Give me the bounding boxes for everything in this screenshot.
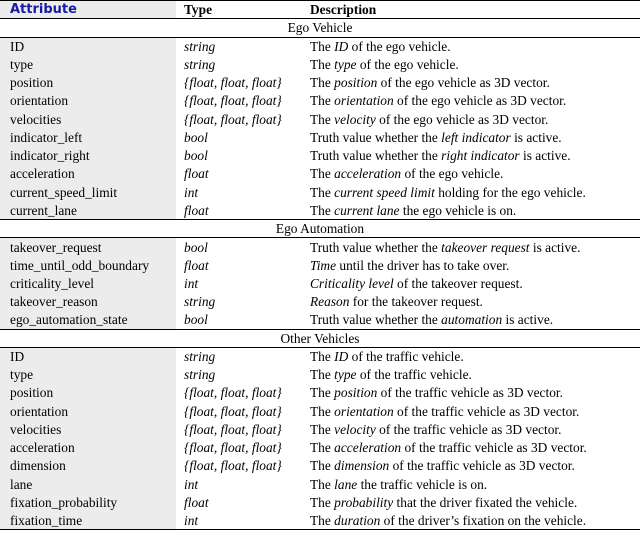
table-row [0, 384, 640, 402]
table-row [0, 55, 640, 73]
attribute-cell: position [0, 74, 176, 92]
section-title: Other Vehicles [0, 329, 640, 347]
description-text: of the ego vehicle as 3D vector. [377, 75, 550, 91]
attribute-cell: ID [0, 37, 176, 55]
description-text: The [310, 184, 335, 200]
type-cell: {float, float, float} [184, 75, 282, 91]
header-description: Description [302, 1, 640, 19]
type-cell: {float, float, float} [184, 111, 282, 127]
attribute-cell: orientation [0, 92, 176, 110]
description-text: of the traffic vehicle. [348, 349, 464, 365]
attribute-cell: position [0, 384, 176, 402]
type-cell: float [184, 166, 209, 182]
type-cell: {float, float, float} [184, 385, 282, 401]
type-cell: int [184, 184, 199, 200]
attribute-cell: fixation_probability [0, 493, 176, 511]
description-text: that the driver fixated the vehicle. [393, 494, 578, 510]
type-cell: int [184, 476, 199, 492]
type-cell: {float, float, float} [184, 440, 282, 456]
description-emphasis: orientation [334, 403, 394, 419]
type-cell: bool [184, 129, 208, 145]
table-row [0, 110, 640, 128]
table-row [0, 439, 640, 457]
description-text: The [310, 349, 335, 365]
description-text: of the ego vehicle as 3D vector. [393, 93, 567, 109]
description-emphasis: ID [334, 38, 349, 54]
description-text: of the ego vehicle. [401, 166, 504, 182]
table-row [0, 256, 640, 274]
table-row [0, 92, 640, 110]
description-text: for the takeover request. [349, 294, 483, 310]
description-text: The [310, 111, 335, 127]
description-cell [302, 475, 640, 493]
attribute-cell: criticality_level [0, 274, 176, 292]
description-emphasis: acceleration [334, 440, 402, 456]
description-cell [302, 74, 640, 92]
description-text: The [310, 494, 335, 510]
description-text: Truth value whether the [310, 312, 442, 328]
table-row [0, 293, 640, 311]
attribute-cell: velocities [0, 420, 176, 438]
type-cell: string [184, 56, 216, 72]
description-text: Truth value whether the [310, 129, 442, 145]
table-row [0, 165, 640, 183]
table-row [0, 366, 640, 384]
table-row [0, 457, 640, 475]
description-text: The [310, 38, 335, 54]
description-cell [302, 110, 640, 128]
attribute-cell: lane [0, 475, 176, 493]
attribute-cell: indicator_left [0, 128, 176, 146]
description-cell [302, 256, 640, 274]
type-cell: {float, float, float} [184, 93, 282, 109]
description-text: of the takeover request. [393, 275, 523, 291]
attribute-cell: type [0, 55, 176, 73]
description-emphasis: Time [310, 257, 337, 273]
type-cell: bool [184, 312, 208, 328]
description-text: of the ego vehicle. [356, 56, 459, 72]
description-text: is active. [502, 312, 554, 328]
type-cell: {float, float, float} [184, 403, 282, 419]
description-emphasis: dimension [334, 458, 390, 474]
description-cell [302, 55, 640, 73]
description-text: of the traffic vehicle as 3D vector. [401, 440, 587, 456]
header-row [0, 1, 640, 19]
type-cell: string [184, 349, 216, 365]
description-cell [302, 274, 640, 292]
description-emphasis: position [334, 385, 378, 401]
table-body [0, 19, 640, 530]
description-cell [302, 183, 640, 201]
attribute-cell: time_until_odd_boundary [0, 256, 176, 274]
description-emphasis: takeover request [441, 239, 530, 255]
description-cell [302, 311, 640, 329]
description-text: of the ego vehicle. [348, 38, 451, 54]
attribute-cell: velocities [0, 110, 176, 128]
type-cell: string [184, 38, 216, 54]
attribute-cell: type [0, 366, 176, 384]
description-text: of the traffic vehicle. [356, 367, 472, 383]
type-cell: {float, float, float} [184, 458, 282, 474]
description-emphasis: lane [334, 476, 358, 492]
description-text: until the driver has to take over. [336, 257, 510, 273]
description-emphasis: ID [334, 349, 349, 365]
type-cell: int [184, 275, 199, 291]
description-text: the traffic vehicle is on. [357, 476, 488, 492]
description-text: Truth value whether the [310, 239, 442, 255]
table-row [0, 238, 640, 256]
attribute-cell: dimension [0, 457, 176, 475]
description-cell [302, 366, 640, 384]
type-cell: bool [184, 148, 208, 164]
description-cell [302, 37, 640, 55]
description-cell [302, 420, 640, 438]
attribute-cell: acceleration [0, 439, 176, 457]
description-cell [302, 439, 640, 457]
description-text: Truth value whether the [310, 148, 442, 164]
attribute-cell: orientation [0, 402, 176, 420]
description-cell [302, 128, 640, 146]
description-emphasis: automation [441, 312, 503, 328]
section-row [0, 329, 640, 347]
description-text: of the traffic vehicle as 3D vector. [393, 403, 580, 419]
description-text: is active. [529, 239, 581, 255]
description-text: holding for the ego vehicle. [434, 184, 586, 200]
description-cell [302, 512, 640, 530]
description-emphasis: duration [334, 512, 381, 528]
description-text: of the traffic vehicle as 3D vector. [375, 421, 562, 437]
description-text: The [310, 440, 335, 456]
table-row [0, 274, 640, 292]
description-text: The [310, 367, 335, 383]
type-cell: {float, float, float} [184, 421, 282, 437]
attribute-cell: ego_automation_state [0, 311, 176, 329]
description-text: The [310, 202, 335, 218]
section-title: Ego Automation [0, 220, 640, 238]
table-row [0, 74, 640, 92]
description-cell [302, 238, 640, 256]
description-text: The [310, 512, 335, 528]
description-cell [302, 165, 640, 183]
table-row [0, 493, 640, 511]
section-row [0, 220, 640, 238]
table-row [0, 147, 640, 165]
description-emphasis: type [334, 367, 357, 383]
description-emphasis: Criticality level [310, 275, 394, 291]
description-cell [302, 457, 640, 475]
description-emphasis: orientation [334, 93, 394, 109]
description-emphasis: acceleration [334, 166, 402, 182]
attribute-cell: current_speed_limit [0, 183, 176, 201]
description-emphasis: Reason [310, 294, 350, 310]
attribute-cell: fixation_time [0, 512, 176, 530]
type-cell: float [184, 257, 209, 273]
section-row [0, 19, 640, 37]
description-text: of the driver’s fixation on the vehicle. [380, 512, 587, 528]
attribute-cell: indicator_right [0, 147, 176, 165]
section-title: Ego Vehicle [0, 19, 640, 37]
description-cell [302, 92, 640, 110]
description-emphasis: left indicator [441, 129, 511, 145]
type-cell: int [176, 512, 302, 530]
description-emphasis: type [334, 56, 357, 72]
attribute-cell: takeover_reason [0, 293, 176, 311]
description-emphasis: velocity [334, 111, 376, 127]
attribute-cell: ID [0, 347, 176, 365]
description-text: of the traffic vehicle as 3D vector. [377, 385, 563, 401]
description-emphasis: position [334, 75, 378, 91]
attribute-cell: takeover_request [0, 238, 176, 256]
description-text: The [310, 166, 335, 182]
type-cell: float [184, 494, 209, 510]
type-cell: string [184, 367, 216, 383]
description-emphasis: probability [334, 494, 394, 510]
table-row [0, 347, 640, 365]
table-row [0, 475, 640, 493]
description-text: The [310, 403, 335, 419]
description-text: is active. [510, 129, 562, 145]
type-cell: float [184, 202, 209, 218]
description-text: The [310, 56, 335, 72]
type-cell: bool [184, 239, 208, 255]
description-cell [302, 201, 640, 219]
description-text: of the traffic vehicle as 3D vector. [389, 458, 575, 474]
table-row [0, 201, 640, 219]
description-text: the ego vehicle is on. [399, 202, 517, 218]
header-type: Type [176, 1, 302, 19]
header-attribute: Attribute [0, 1, 176, 19]
table-row [0, 512, 640, 530]
description-emphasis: right indicator [441, 148, 520, 164]
description-cell [302, 493, 640, 511]
description-emphasis: current lane [334, 202, 400, 218]
description-cell [302, 384, 640, 402]
table-row [0, 402, 640, 420]
description-text: of the ego vehicle as 3D vector. [375, 111, 549, 127]
description-text: The [310, 75, 335, 91]
table-row [0, 420, 640, 438]
table-row [0, 311, 640, 329]
table-row [0, 128, 640, 146]
type-cell: string [184, 294, 216, 310]
description-text: The [310, 385, 335, 401]
table-row [0, 183, 640, 201]
attribute-cell: acceleration [0, 165, 176, 183]
description-text: The [310, 93, 335, 109]
description-cell [302, 147, 640, 165]
description-cell [302, 293, 640, 311]
table-row [0, 37, 640, 55]
description-text: The [310, 421, 335, 437]
description-cell [302, 347, 640, 365]
description-emphasis: velocity [334, 421, 376, 437]
description-text: is active. [519, 148, 571, 164]
description-text: The [310, 476, 335, 492]
description-text: The [310, 458, 335, 474]
attribute-cell: current_lane [0, 201, 176, 219]
description-emphasis: current speed limit [334, 184, 435, 200]
description-cell [302, 402, 640, 420]
